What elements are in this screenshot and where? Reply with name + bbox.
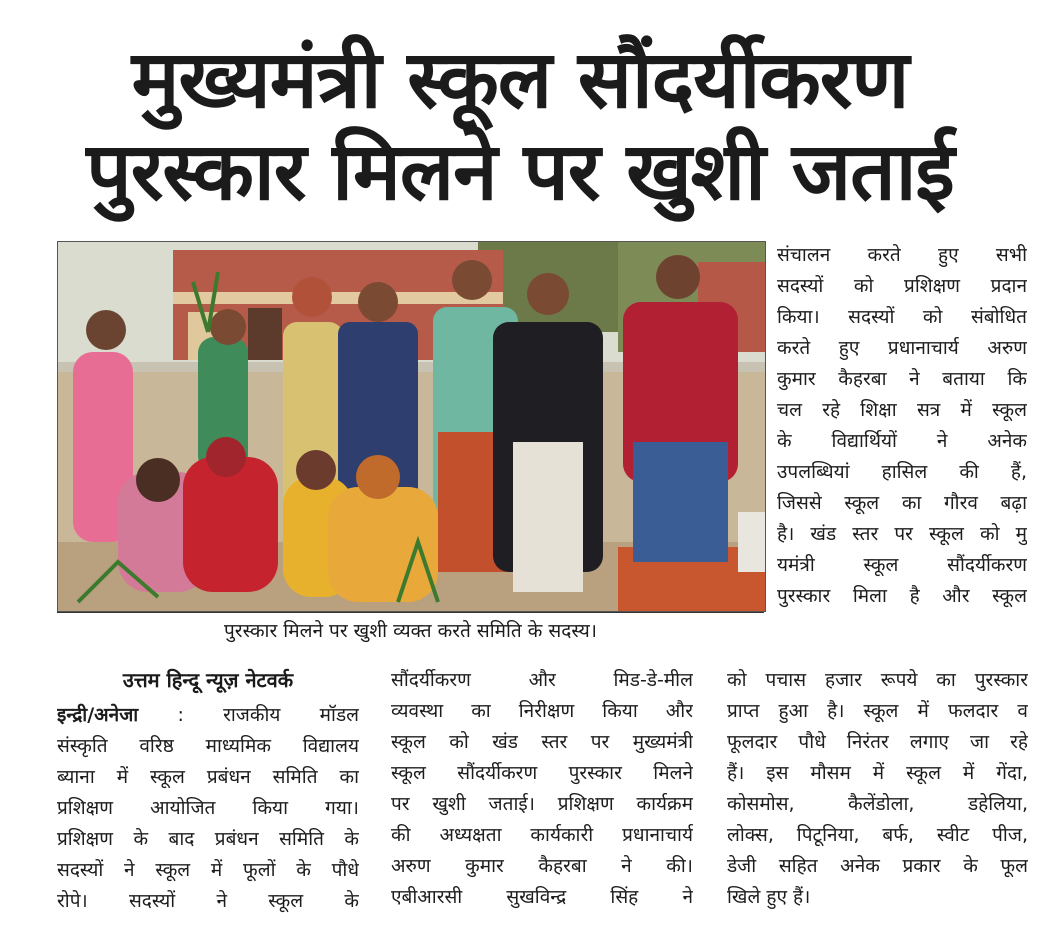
column-2-line: पर खुशी जताई। प्रशिक्षण कार्यक्रम [391,793,693,815]
headline-line-1: मुख्यमंत्री स्कूल सौंदर्यीकरण [131,33,909,126]
column-1-line: सदस्यों ने स्कूल में फूलों के पौधे [57,859,359,881]
column-2-line: स्कूल सौंदर्यीकरण पुरस्कार मिलने [391,762,693,784]
column-2-line: व्यवस्था का निरीक्षण किया और [391,700,693,722]
column-3-line: किया। सदस्यों को संबोधित [777,306,1027,328]
column-3-line: कोसमोस, कैलेंडोला, डहेलिया, [727,793,1028,815]
caption-divider-top [57,612,764,613]
column-3-line: फूलदार पौधे निरंतर लगाए जा रहे [727,731,1028,753]
column-3-line: कुमार कैहरबा ने बताया कि [777,368,1027,390]
column-3-line: प्राप्त हुआ है। स्कूल में फलदार व [727,700,1028,722]
column-3-line: डेजी सहित अनेक प्रकार के फूल [727,855,1028,877]
news-photo [57,241,766,612]
column-3-line: उपलब्धियां हासिल की हैं, [777,461,1027,483]
column-2-line: अरुण कुमार कैहरबा ने की। [391,855,693,877]
column-1-line: ब्याना में स्कूल प्रबंधन समिति का [57,766,359,788]
column-3-line: यमंत्री स्कूल सौंदर्यीकरण [777,554,1027,576]
column-3-line: खिले हुए हैं। [727,886,811,908]
article-column-3-bottom [727,665,1028,913]
dateline-lead: : राजकीय मॉडल [138,704,359,726]
column-1-line: संस्कृति वरिष्ठ माध्यमिक विद्यालय [57,735,359,757]
column-1-line: रोपे। सदस्यों ने स्कूल के [57,890,359,912]
column-3-line: है। खंड स्तर पर स्कूल को मु [777,523,1027,545]
column-3-line: हैं। इस मौसम में स्कूल में गेंदा, [727,762,1028,784]
dateline: इन्द्री/अनेजा [57,704,139,726]
column-3-line: सदस्यों को प्रशिक्षण प्रदान [777,275,1027,297]
photo-caption: पुरस्कार मिलने पर खुशी व्यक्त करते समिति के सदस्य। [224,620,597,642]
column-3-line: के विद्यार्थियों ने अनेक [777,430,1027,452]
column-2-line: सौंदर्यीकरण और मिड-डे-मील [391,669,693,691]
column-1-line: प्रशिक्षण के बाद प्रबंधन समिति के [57,828,359,850]
column-2-line: की अध्यक्षता कार्यकारी प्रधानाचार्य [391,824,693,846]
byline: उत्तम हिन्दू न्यूज़ नेटवर्क [122,668,294,692]
column-3-line: संचालन करते हुए सभी [777,244,1027,266]
column-3-line: चल रहे शिक्षा सत्र में स्कूल [777,399,1027,421]
article-column-2 [391,665,693,913]
column-2-line: स्कूल को खंड स्तर पर मुख्यमंत्री [391,731,693,753]
column-1-line: प्रशिक्षण आयोजित किया गया। [57,797,359,819]
article-column-3-top [777,240,1027,612]
column-2-line: एबीआरसी सुखविन्द्र सिंह ने [391,886,693,908]
column-3-line: को पचास हजार रूपये का पुरस्कार [727,669,1028,691]
column-3-line: जिससे स्कूल का गौरव बढ़ा [777,492,1027,514]
column-3-line: पुरस्कार मिला है और स्कूल [777,585,1027,607]
column-1-first-line [57,700,359,731]
column-3-line: लोक्स, पिटूनिया, बर्फ, स्वीट पीज, [727,824,1028,846]
headline-line-2: पुरस्कार मिलने पर खुशी जताई [86,125,954,218]
article-column-1 [57,700,359,917]
column-3-line: करते हुए प्रधानाचार्य अरुण [777,337,1027,359]
